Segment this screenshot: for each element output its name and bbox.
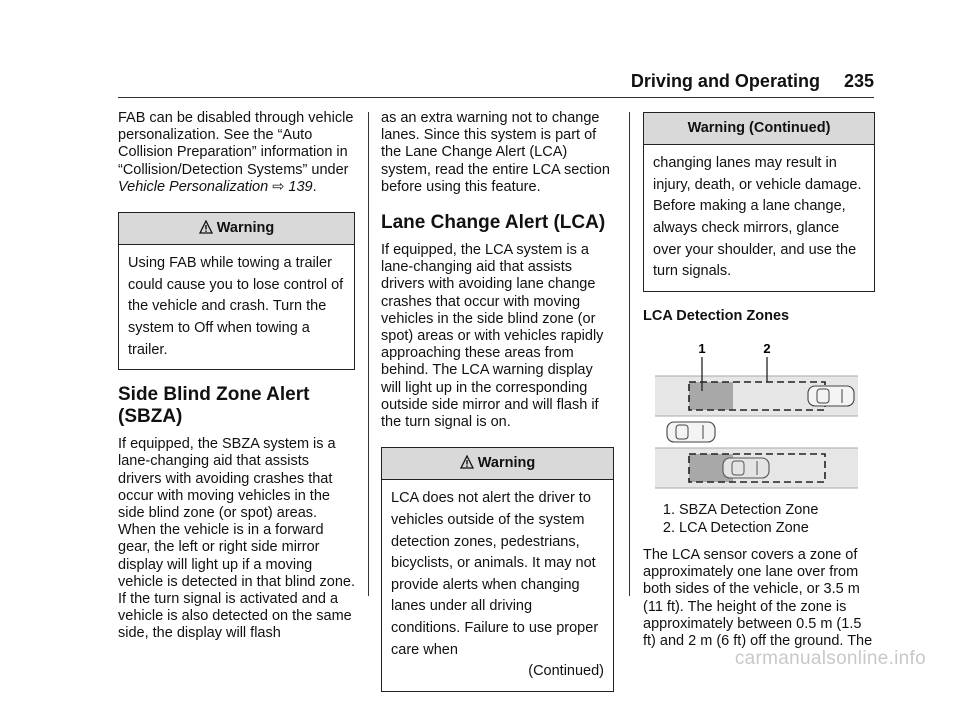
vehicle-bottom-lane — [723, 458, 769, 478]
warning-header: Warning (Continued) — [644, 113, 874, 145]
legend-item: 1. SBZA Detection Zone — [679, 501, 875, 519]
body-paragraph: The LCA sensor covers a zone of approximately one lane over from both sides of the vehicle, or 3.5 m (11 ft). The height of the zone is approximately between 0.5 m (1.5 ft) and 2 m (6 ft) off the ground. The — [643, 546, 873, 649]
vehicle-top-lane — [808, 386, 854, 406]
legend-list — [643, 501, 875, 537]
body-paragraph: If equipped, the SBZA system is a lane-changing aid that assists drivers with avoiding crashes that occur with moving vehicles in the side blind zone (or spot) areas. When the vehicle is in a forward gear, the left or right side mirror display will light up if a moving vehicle is detected in that blind zone. If the turn signal is activated and a vehicle is also detected on the same side, the display will flash — [118, 436, 355, 642]
lca-detection-zones-diagram — [643, 331, 858, 491]
column-1 — [118, 110, 355, 643]
column-divider — [368, 112, 369, 596]
sbza-zone-top — [689, 382, 733, 410]
legend-item: 2. LCA Detection Zone — [679, 519, 875, 537]
figure-caption: LCA Detection Zones — [643, 307, 790, 324]
warning-triangle-icon — [460, 455, 474, 469]
label-2: 2 — [763, 340, 771, 356]
page-header — [631, 71, 874, 92]
section-heading: Lane Change Alert (LCA) — [381, 212, 606, 234]
intro-paragraph: as an extra warning not to change lanes. Since this system is part of the Lane Change Alert (LCA) system, read the entire LCA section before using this feature. — [381, 110, 610, 195]
warning-header: Warning — [382, 448, 613, 480]
warning-body: LCA does not alert the driver to vehicles outside of the system detection zones, pedestrians, bicyclists, or animals. It may not provide alerts when changing lanes under all driving conditions. Failure to use proper care when (Continued) — [382, 480, 613, 690]
section-title: Driving and Operating — [630, 71, 820, 91]
warning-body: changing lanes may result in injury, death, or vehicle damage. Before making a lane change, always check mirrors, glance over your shoulder, and use the turn signals. — [653, 155, 862, 280]
column-2 — [381, 110, 614, 706]
header-rule — [118, 97, 874, 98]
warning-triangle-icon — [199, 220, 213, 234]
warning-header: Warning — [119, 213, 354, 245]
body-paragraph: If equipped, the LCA system is a lane-changing aid that assists drivers with avoiding lane change crashes that occur with moving vehicles in the side blind zone (or spot) areas or with vehicles rapidly approaching these areas from behind. The LCA warning display will light up in the corresponding outside side mirror and will flash if the turn signal is on. — [381, 242, 604, 431]
warning-box — [118, 212, 355, 370]
warning-box — [643, 112, 875, 292]
warning-box — [381, 447, 614, 692]
host-vehicle — [667, 422, 715, 442]
label-1: 1 — [698, 340, 706, 356]
warning-body: Using FAB while towing a trailer could cause you to lose control of the vehicle and crash. Turn the system to Off when towing a trailer. — [128, 255, 344, 358]
column-3 — [643, 110, 875, 650]
column-divider — [629, 112, 630, 596]
page-number: 235 — [843, 71, 874, 91]
section-heading: Side Blind Zone Alert (SBZA) — [118, 384, 310, 428]
watermark: carmanualsonline.info — [734, 648, 926, 669]
continued-label: (Continued) — [528, 663, 604, 680]
intro-paragraph: FAB can be disabled through vehicle personalization. See the “Auto Collision Preparation” information in “Collision/Detection Systems” under Vehicle Personalization ⇨ 139. — [118, 110, 354, 195]
